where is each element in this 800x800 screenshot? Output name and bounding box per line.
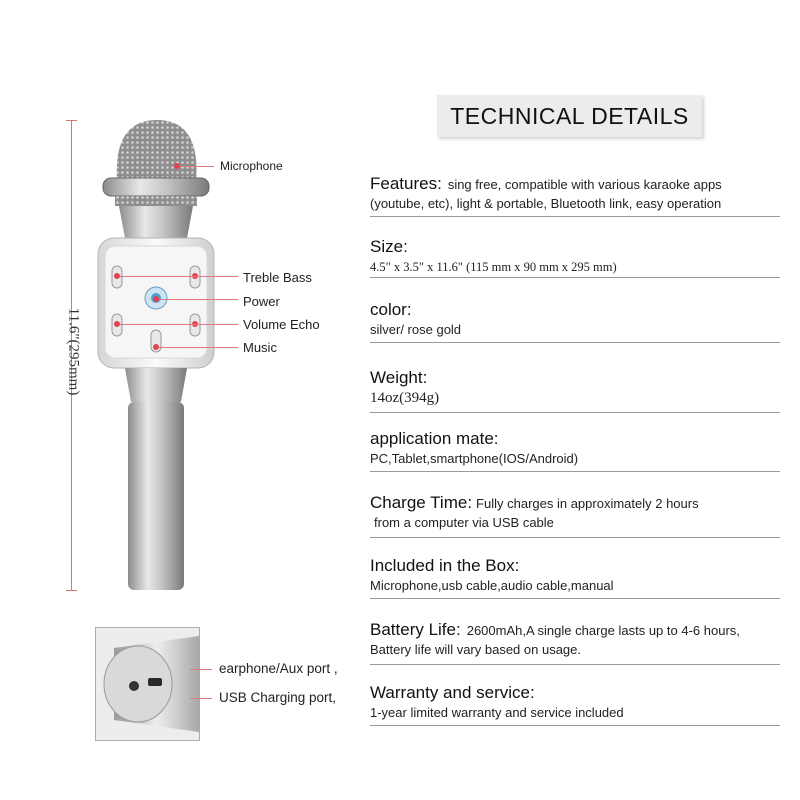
usb-port-label: USB Charging port, [219,690,337,705]
spec-heading: Charge Time: [370,493,473,512]
spec-text: 4.5" x 3.5" x 11.6" (115 mm x 90 mm x 295 mm) [370,260,617,274]
spec-text: PC,Tablet,smartphone(IOS/Android) [370,451,579,466]
spec-text: 14oz(394g) [370,390,440,406]
spec-heading: color: [370,300,412,319]
spec-text: 2600mAh,A single charge lasts up to 4-6 hours, [466,623,740,638]
spec-size [370,237,780,278]
earphone-port-label: earphone/Aux port , [219,661,338,676]
spec-text: Microphone,usb cable,audio cable,manual [370,578,614,593]
spec-heading: Warranty and service: [370,683,535,702]
spec-warranty [370,683,780,726]
grille [117,120,197,182]
treble-bass-leader [120,276,238,277]
dimension-cap-bottom [66,590,77,591]
spec-application [370,429,780,472]
ports-illustration [96,628,199,740]
ports-inset [95,627,200,741]
spec-text: silver/ rose gold [370,322,462,337]
microphone-leader [180,166,214,167]
power-leader [159,299,238,300]
spec-heading: Battery Life: [370,620,461,639]
spec-text: 1-year limited warranty and service included [370,705,624,720]
spec-weight [370,368,780,413]
treble-bass-label: Treble Bass [243,270,312,285]
volume-echo-label: Volume Echo [243,317,320,332]
spec-heading: application mate: [370,429,499,448]
spec-text: Battery life will vary based on usage. [370,642,581,657]
microphone-label: Microphone [220,159,283,173]
height-dimension-label: 11.6"(295mm) [65,307,82,396]
spec-heading: Size: [370,237,408,256]
spec-included [370,556,780,599]
spec-heading: Included in the Box: [370,556,520,575]
microphone-illustration [95,110,215,600]
power-label: Power [243,294,280,309]
earphone-leader [190,669,212,670]
technical-details-title: TECHNICAL DETAILS [437,95,702,137]
spec-charge-time [370,493,780,538]
spec-heading: Features: [370,174,442,193]
spec-text: (youtube, etc), light & portable, Bluetooth link, easy operation [370,196,722,211]
spec-features [370,174,780,217]
spec-text: sing free, compatible with various karaoke apps [447,177,722,192]
dimension-cap-top [66,120,77,121]
music-label: Music [243,340,277,355]
spec-text: from a computer via USB cable [374,515,554,530]
spec-heading: Weight: [370,368,428,387]
volume-echo-leader [120,324,238,325]
usb-leader [190,698,212,699]
music-leader [159,347,238,348]
spec-battery [370,620,780,665]
spec-color [370,300,780,343]
spec-text: Fully charges in approximately 2 hours [476,496,699,511]
